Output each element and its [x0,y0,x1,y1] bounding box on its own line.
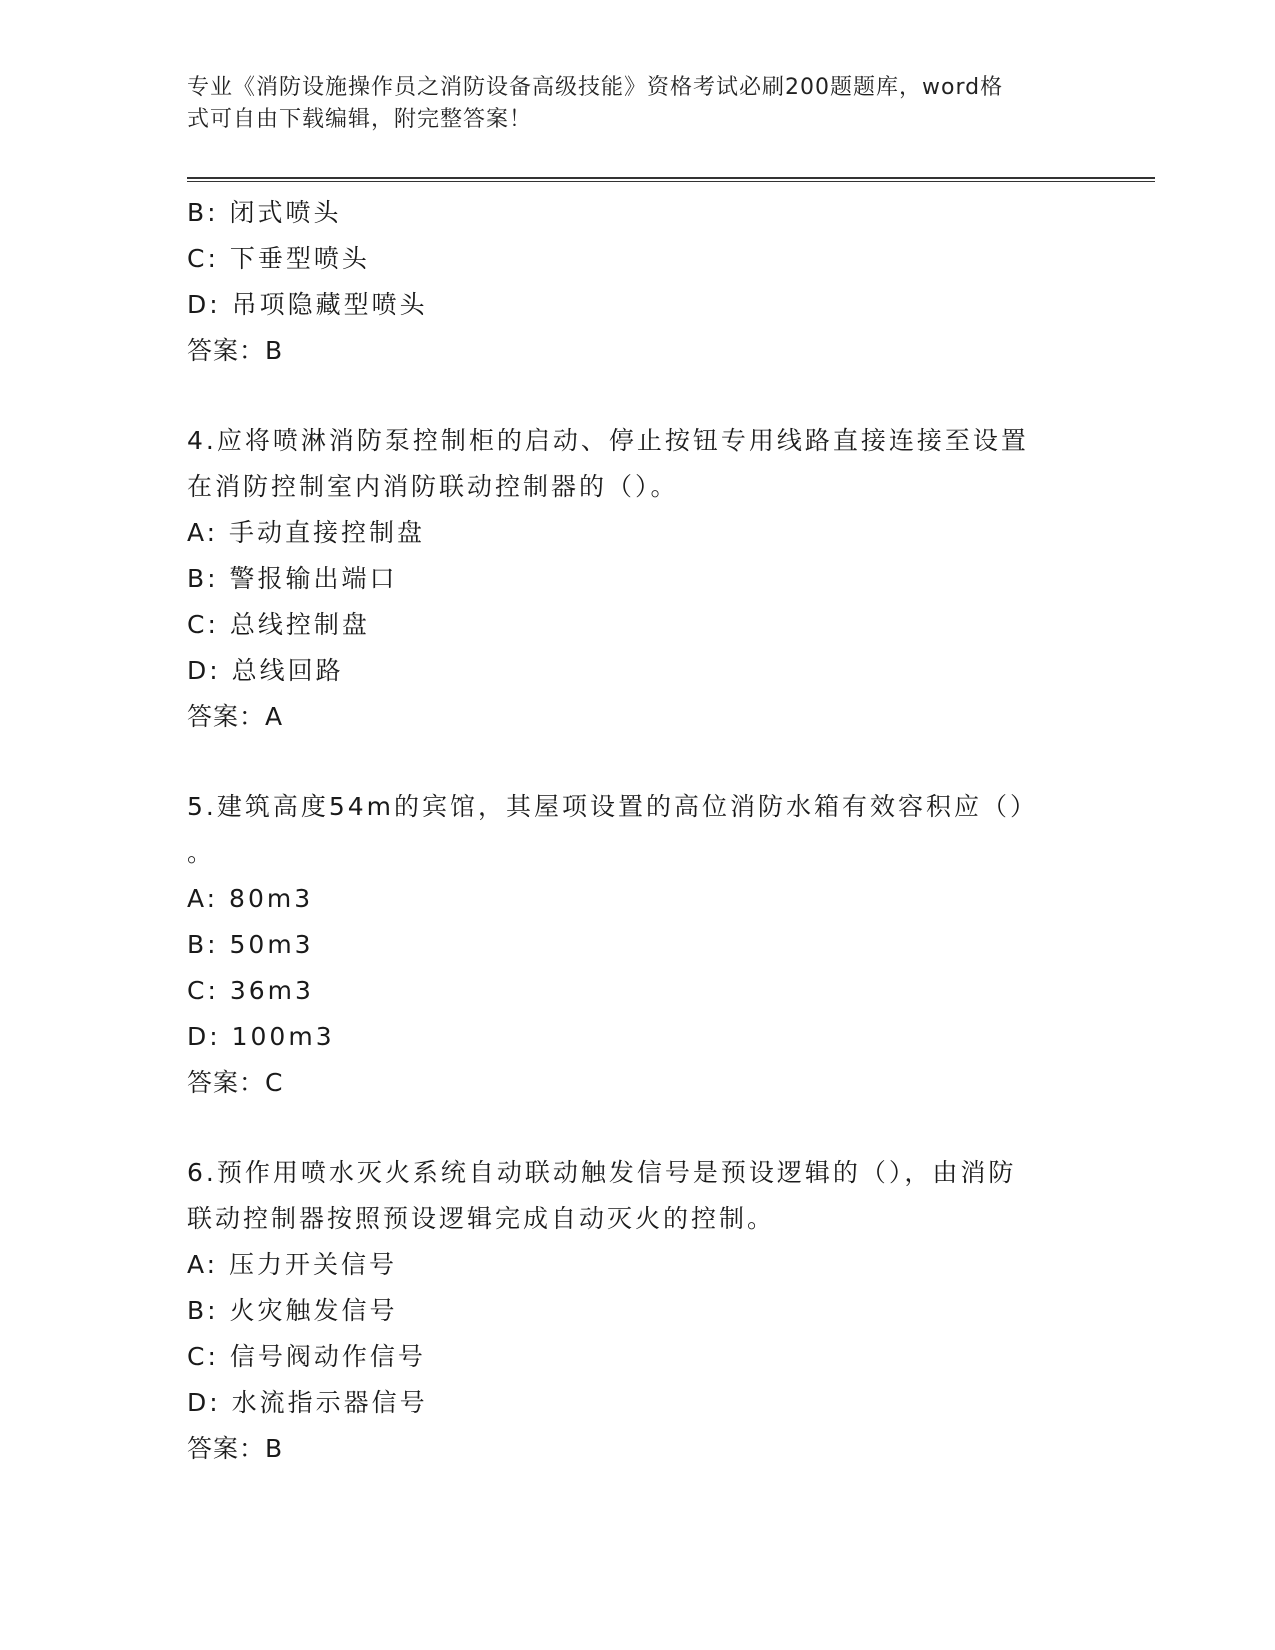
option-d: D: 水流指示器信号 [187,1388,428,1417]
question-5 [187,784,1087,1106]
option-d: D: 100m3 [187,1022,335,1051]
option-d: D: 吊项隐藏型喷头 [187,290,428,319]
question-text-line: 在消防控制室内消防联动控制器的（）。 [187,472,679,501]
question-4 [187,418,1087,740]
question-text [187,1150,1087,1242]
answer-line: 答案：C [187,1068,284,1097]
question-text [187,784,1087,876]
option-b: B: 闭式喷头 [187,198,342,227]
header-line-2: 式可自由下载编辑，附完整答案！ [187,107,533,132]
option-b: B: 火灾触发信号 [187,1296,398,1325]
option-c: C: 总线控制盘 [187,610,370,639]
option-c: C: 下垂型喷头 [187,244,370,273]
question-3-partial [187,190,1087,374]
answer-line: 答案：B [187,336,284,365]
answer-line: 答案：A [187,702,284,731]
answer-line: 答案：B [187,1434,284,1463]
question-list [187,190,1087,1472]
option-b: B: 50m3 [187,930,314,959]
option-a: A: 80m3 [187,884,314,913]
option-b: B: 警报输出端口 [187,564,398,593]
header-divider [187,177,1155,182]
document-header [187,72,1067,136]
option-d: D: 总线回路 [187,656,344,685]
question-6 [187,1150,1087,1472]
question-text-line: 6.预作用喷水灭火系统自动联动触发信号是预设逻辑的（），由消防 [187,1158,1017,1187]
question-text [187,418,1087,510]
question-text-line: 联动控制器按照预设逻辑完成自动灭火的控制。 [187,1204,776,1233]
question-text-line: 5.建筑高度54m的宾馆，其屋项设置的高位消防水箱有效容积应（） [187,792,1039,821]
option-c: C: 信号阀动作信号 [187,1342,426,1371]
header-line-1: 专业《消防设施操作员之消防设备高级技能》资格考试必刷200题题库，word格 [187,75,1004,100]
option-a: A: 压力开关信号 [187,1250,398,1279]
option-a: A: 手动直接控制盘 [187,518,426,547]
option-c: C: 36m3 [187,976,314,1005]
question-text-line: 。 [187,838,216,867]
question-text-line: 4.应将喷淋消防泵控制柜的启动、停止按钮专用线路直接连接至设置 [187,426,1029,455]
